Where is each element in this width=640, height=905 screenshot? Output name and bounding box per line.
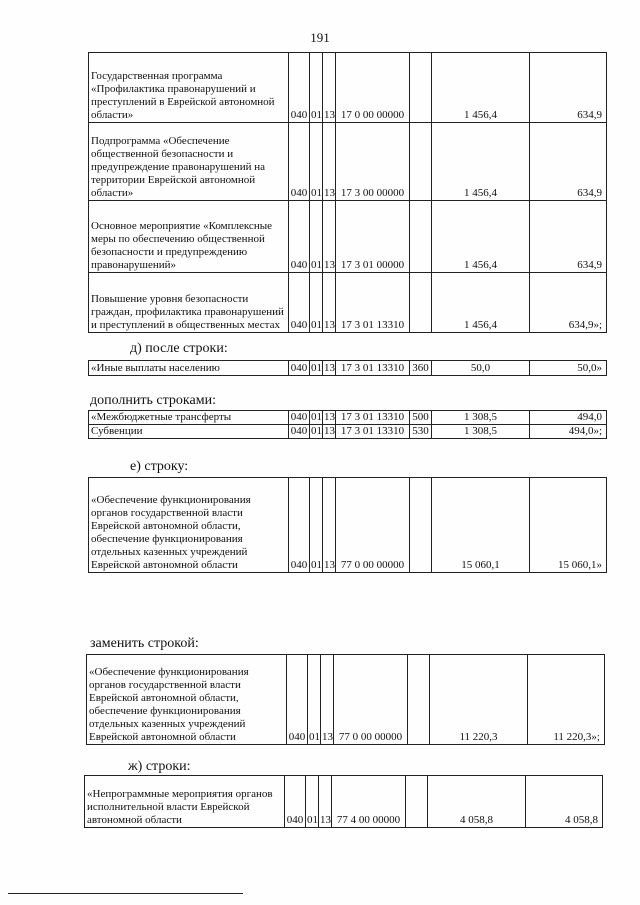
amount-2020-cell: 4 058,8 [526,776,603,828]
subsection-code-cell: 13 [324,362,335,374]
budget-table-2 [88,360,607,376]
section-heading-add: дополнить строками: [90,393,216,408]
expense-type-cell [406,776,428,828]
target-item-code-cell: 17 3 01 13310 [336,425,410,439]
ministry-code-cell: 040 [289,425,310,439]
budget-table-6 [84,775,603,828]
section-code-cell: 01 [306,776,319,828]
amount-2019-cell: 15 060,1 [432,478,530,573]
table-row [89,361,607,376]
amount-2019-cell: 11 220,3 [430,655,528,745]
amount-2020-cell: 634,9»; [530,273,607,333]
subsection-code-cell: 13 [324,425,335,437]
subsection-code-cell: 13 [323,123,336,201]
amount-2020-cell: 494,0 [530,411,607,425]
ministry-code-cell: 040 [289,123,310,201]
item-name-cell: «Межбюджетные трансферты [89,411,289,425]
table-row [89,273,607,333]
expense-type-cell [410,273,432,333]
item-name-cell: «Непрограммные мероприятия органов исполнительной власти Еврейской автономной области [85,776,285,828]
amount-2019-cell: 4 058,8 [428,776,526,828]
section-code-cell: 01 [311,425,322,437]
ministry-code-cell: 040 [289,53,310,123]
section-heading-replace: заменить строкой: [90,636,199,651]
amount-2019-cell: 1 456,4 [432,201,530,273]
table-row [89,478,607,573]
target-item-code-cell: 17 3 01 00000 [336,201,410,273]
section-code-cell: 01 [311,411,322,423]
budget-table-5 [86,654,605,745]
item-name-cell: Подпрограмма «Обеспечение общественной безопасности и предупреждение правонарушений на территории Еврейской автономной области» [89,123,289,201]
subsection-code-cell: 13 [323,201,336,273]
ministry-code-cell: 040 [289,478,310,573]
expense-type-cell: 500 [410,411,432,425]
target-item-code-cell: 77 0 00 00000 [334,655,408,745]
table-row [89,201,607,273]
item-name-cell: Основное мероприятие «Комплексные меры по обеспечению общественной безопасности и предупреждению правонарушений» [89,201,289,273]
target-item-code-cell: 17 3 01 13310 [336,411,410,425]
ministry-code-cell: 040 [289,361,310,376]
section-code-cell: 01 [310,478,323,573]
expense-type-cell [410,478,432,573]
page-number: 191 [310,30,330,45]
budget-table-4 [88,477,607,573]
amount-2020-cell: 11 220,3»; [528,655,605,745]
expense-type-cell [410,53,432,123]
subsection-code-cell: 13 [321,655,334,745]
ministry-code-cell: 040 [289,273,310,333]
table-row [89,123,607,201]
expense-type-cell [410,123,432,201]
amount-2019-cell: 1 308,5 [432,425,530,439]
table-row [85,776,603,828]
target-item-code-cell: 17 0 00 00000 [336,53,410,123]
amount-2020-cell: 634,9 [530,123,607,201]
table-row [89,53,607,123]
section-code-cell: 01 [310,53,323,123]
table-row [89,411,607,425]
item-name-cell: «Обеспечение функционирования органов государственной власти Еврейской автономной области, обеспечение функционирования отдельных казенных учреждений Еврейской автономной области [89,478,289,573]
amount-2019-cell: 1 456,4 [432,273,530,333]
subsection-code-cell: 13 [323,478,336,573]
amount-2019-cell: 50,0 [432,361,530,376]
section-code-cell: 01 [310,201,323,273]
amount-2020-cell: 634,9 [530,53,607,123]
target-item-code-cell: 17 3 00 00000 [336,123,410,201]
item-name-cell: Государственная программа «Профилактика правонарушений и преступлений в Еврейской автономной области» [89,53,289,123]
target-item-code-cell: 77 4 00 00000 [332,776,406,828]
table-row [89,425,607,439]
target-item-code-cell: 17 3 01 13310 [336,361,410,376]
ministry-code-cell: 040 [289,411,310,425]
amount-2020-cell: 634,9 [530,201,607,273]
ministry-code-cell: 040 [287,655,308,745]
amount-2020-cell: 50,0» [530,361,607,376]
expense-type-cell: 530 [410,425,432,439]
subsection-code-cell: 13 [323,273,336,333]
budget-table-1 [88,52,607,333]
ministry-code-cell: 040 [289,201,310,273]
ministry-code-cell: 040 [285,776,306,828]
item-name-cell: «Обеспечение функционирования органов государственной власти Еврейской автономной области, обеспечение функционирования отдельных казенных учреждений Еврейской автономной области [87,655,287,745]
subsection-code-cell: 13 [324,411,335,423]
expense-type-cell: 360 [410,361,432,376]
table-row [87,655,605,745]
section-heading-zh: ж) строки: [128,759,191,774]
amount-2019-cell: 1 456,4 [432,123,530,201]
target-item-code-cell: 77 0 00 00000 [336,478,410,573]
target-item-code-cell: 17 3 01 13310 [336,273,410,333]
section-code-cell: 01 [308,655,321,745]
section-code-cell: 01 [310,123,323,201]
amount-2019-cell: 1 456,4 [432,53,530,123]
expense-type-cell [408,655,430,745]
footer-rule [8,893,243,894]
amount-2020-cell: 494,0»; [530,425,607,439]
section-heading-e: е) строку: [130,459,189,474]
amount-2019-cell: 1 308,5 [432,411,530,425]
section-code-cell: 01 [310,273,323,333]
budget-table-3 [88,410,607,439]
subsection-code-cell: 13 [319,776,332,828]
section-heading-d: д) после строки: [130,341,228,356]
item-name-cell: Субвенции [89,425,289,439]
amount-2020-cell: 15 060,1» [530,478,607,573]
expense-type-cell [410,201,432,273]
section-code-cell: 01 [311,362,322,374]
item-name-cell: Повышение уровня безопасности граждан, профилактика правонарушений и преступлений в общественных местах [89,273,289,333]
subsection-code-cell: 13 [323,53,336,123]
item-name-cell: «Иные выплаты населению [89,361,289,376]
